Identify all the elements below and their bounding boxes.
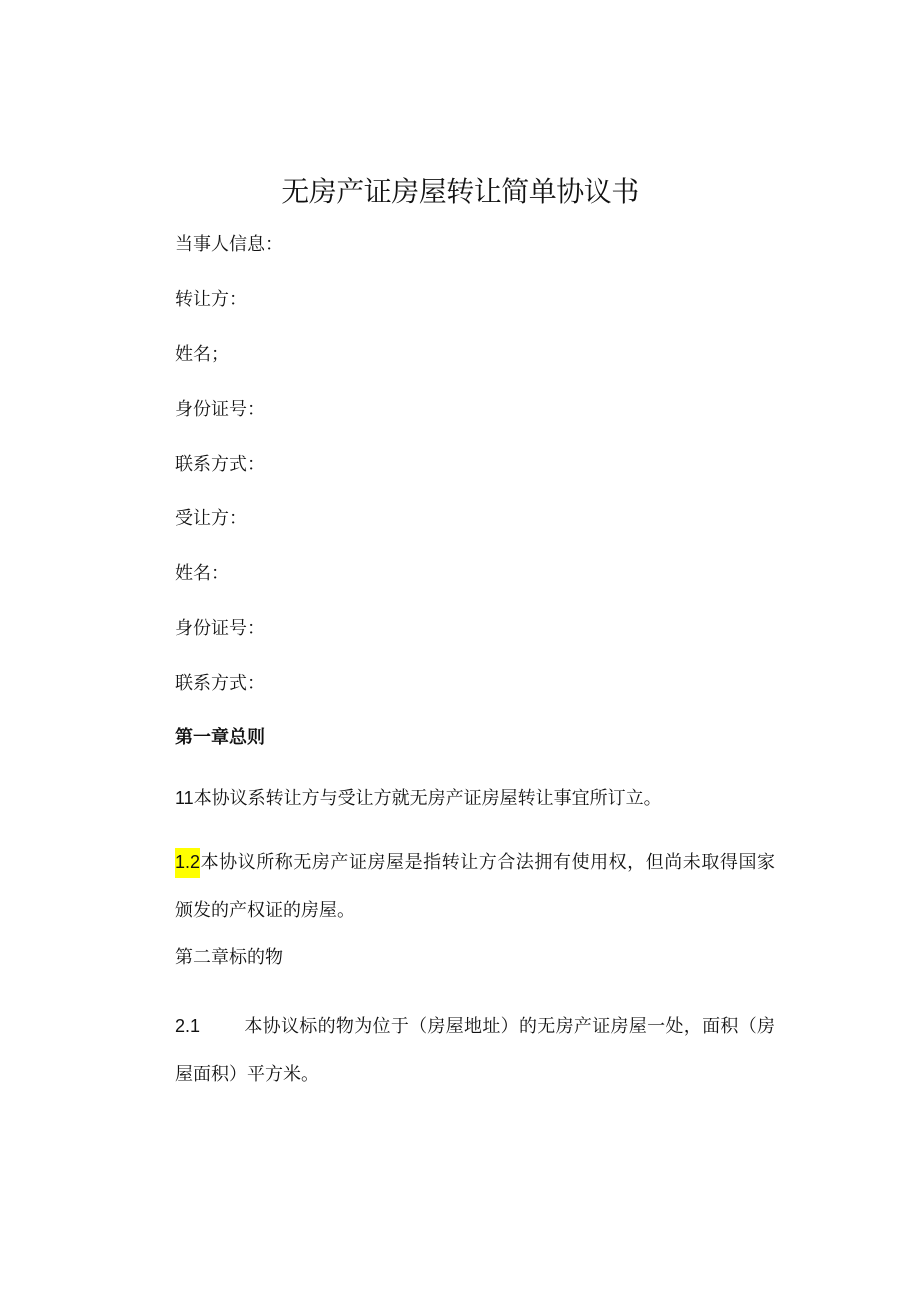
clause-1-1-text: 本协议系转让方与受让方就无房产证房屋转让事宜所订立。	[193, 788, 662, 809]
clause-1-2-number-highlight: 1.2	[175, 848, 200, 878]
transferor-id-field: 身份证号：	[175, 399, 265, 420]
clause-1-1-number: 11	[175, 788, 194, 808]
chapter-2-heading: 第二章标的物	[175, 947, 283, 968]
transferee-contact-field: 联系方式：	[175, 673, 265, 694]
transferee-id-field: 身份证号：	[175, 618, 265, 639]
clause-1-2	[175, 838, 775, 935]
clause-2-1	[175, 1002, 775, 1099]
transferor-label: 转让方：	[175, 289, 247, 310]
document-title: 无房产证房屋转让简单协议书	[281, 175, 639, 208]
clause-2-1-text: 本协议标的物为位于（房屋地址）的无房产证房屋一处，面积（房屋面积）平方米。	[175, 1016, 775, 1085]
transferee-name-field: 姓名：	[175, 563, 229, 584]
clause-1-2-text: 本协议所称无房产证房屋是指转让方合法拥有使用权，但尚未取得国家颁发的产权证的房屋。	[175, 852, 775, 921]
transferee-label: 受让方：	[175, 508, 247, 529]
chapter-1-heading: 第一章总则	[175, 727, 265, 748]
transferor-contact-field: 联系方式：	[175, 454, 265, 475]
clause-2-1-number: 2.1	[175, 1016, 201, 1036]
transferor-name-field: 姓名；	[175, 344, 229, 365]
clause-1-1	[175, 785, 662, 812]
party-info-label: 当事人信息：	[175, 234, 283, 255]
